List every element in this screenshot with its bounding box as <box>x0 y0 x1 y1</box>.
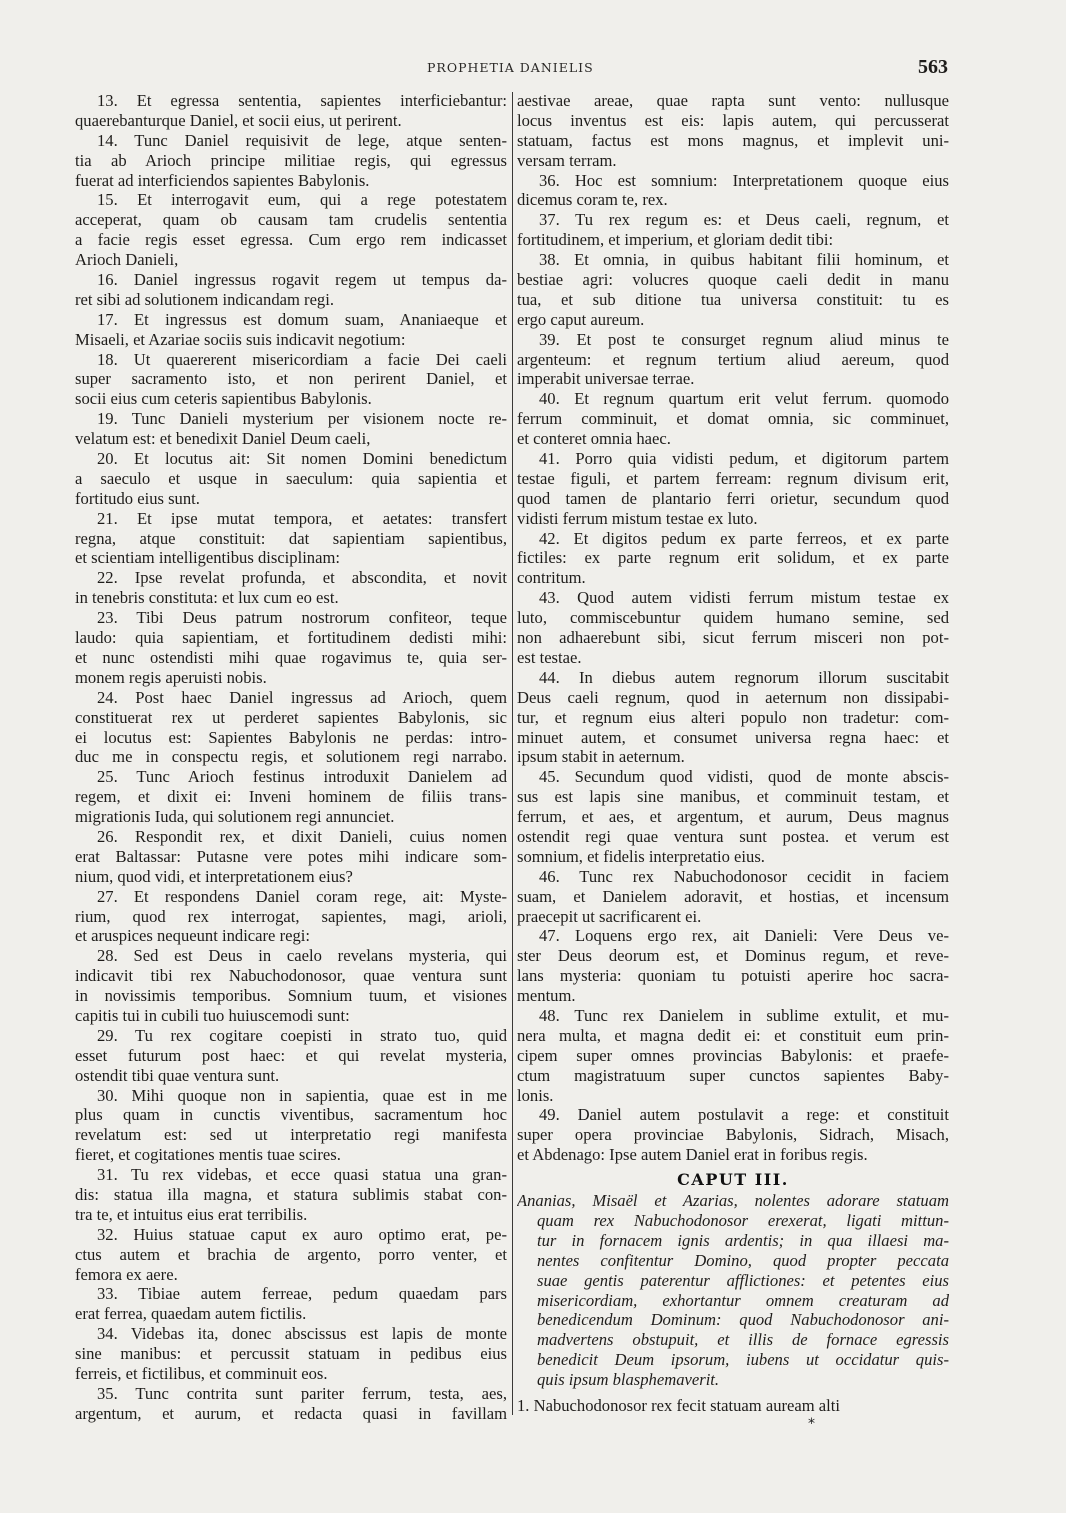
text-line: 25. Tunc Arioch festinus introduxit Danielem ad <box>97 767 507 787</box>
text-line: ctum magistratuum super cunctos sapientes Baby- <box>517 1065 949 1085</box>
text-line: 44. In diebus autem regnorum illorum suscitabit <box>539 667 949 687</box>
text-line: 30. Mihi quoque non in sapientia, quae est in me <box>97 1085 507 1105</box>
text-line: 42. Et digitos pedum ex parte ferreos, et ex parte <box>539 528 949 548</box>
text-line: a facie regis esset egressa. Cum ergo rem indicasset <box>75 230 507 250</box>
text-line: sine manibus: et percussit statuam in pedibus eius <box>75 1344 507 1364</box>
text-line: 27. Et respondens Daniel coram rege, ait: Myste- <box>97 886 507 906</box>
running-title: PROPHETIA DANIELIS <box>427 60 594 75</box>
text-line: velatum est: et benedixit Daniel Deum caeli, <box>75 429 371 449</box>
chapter-summary <box>517 1191 949 1390</box>
text-line: nera multa, et magna dedit ei: et constituit eum prin- <box>517 1025 949 1045</box>
text-line: regna, atque constituit: dat sapientiam sapientibus, <box>75 528 507 548</box>
text-line: et conteret omnia haec. <box>517 429 671 449</box>
text-line: et aruspices nequeunt indicare regi: <box>75 926 310 946</box>
text-line: ergo caput aureum. <box>517 309 645 329</box>
text-line: fortitudinem, et imperium, et gloriam dedit tibi: <box>517 230 834 250</box>
text-line: 34. Videbas ita, donec abscissus est lapis de monte <box>97 1324 507 1344</box>
text-line: aestivae areae, quae rapta sunt vento: nullusque <box>517 91 949 110</box>
text-line: 49. Daniel autem postulavit a rege: et constituit <box>539 1105 949 1125</box>
text-line: 47. Loquens ergo rex, ait Danieli: Vere Deus ve- <box>539 926 949 946</box>
text-line: ipsum stabit in aeternum. <box>517 747 685 767</box>
text-line: 14. Tunc Daniel requisivit de lege, atque senten- <box>97 130 507 150</box>
text-line: 16. Daniel ingressus rogavit regem ut tempus da- <box>97 270 507 290</box>
text-line: tra te, et intuitus eius erat terribilis. <box>75 1204 308 1224</box>
text-line: nentes confitentur Domino, quod propter peccata <box>537 1250 949 1270</box>
text-line: suam, et Danielem adoravit, et hostias, et incensum <box>517 886 949 906</box>
text-line: 23. Tibi Deus patrum nostrorum confiteor, teque <box>97 608 507 628</box>
text-line: rium, quod rex interrogat, sapientes, magi, arioli, <box>75 906 507 926</box>
text-line: monem regis aperuisti nobis. <box>75 667 267 687</box>
text-line: duc me in conspectu regis, et solutionem regi narrabo. <box>75 747 507 767</box>
text-line: ostendit regi quae ventura sunt postea. et verum est <box>517 826 949 846</box>
text-line: benedicendum Dominum: quod Nabuchodonosor ani- <box>537 1310 949 1330</box>
text-line: plus quam in cunctis viventibus, sacramentum hoc <box>75 1105 507 1125</box>
text-line: 46. Tunc rex Nabuchodonosor cecidit in faciem <box>539 866 949 886</box>
text-line: ferrum comminuit, et domat omnia, sic comminuet, <box>517 409 949 429</box>
text-line: contritum. <box>517 568 586 588</box>
text-line: 45. Secundum quod vidisti, quod de monte abscis- <box>539 767 949 787</box>
text-line: 35. Tunc contrita sunt pariter ferrum, testa, aes, <box>97 1383 507 1403</box>
text-line: fuerat ad interficiendos sapientes Babylonis. <box>75 170 370 190</box>
text-line: 37. Tu rex regum es: et Deus caeli, regnum, et <box>539 210 949 230</box>
text-line: fieret, et cogitationes mentis tuae scires. <box>75 1145 341 1165</box>
text-line: et scientiam intelligentibus disciplinam: <box>75 548 340 568</box>
text-line: tur, et regnum eius alteri populo non tradetur: com- <box>517 707 949 727</box>
text-line: et nunc ostendisti mihi quae rogavimus te, quia ser- <box>75 647 507 667</box>
text-line: tua, et sub ditione tua universa constituit: tu es <box>517 289 949 309</box>
text-line: ei locutus est: Sapientes Babylonis ne perdas: intro- <box>75 727 507 747</box>
right-column-verses <box>517 91 949 1165</box>
text-line: super opera provinciae Babylonis, Sidrach, Misach, <box>517 1125 949 1145</box>
text-line: 43. Quod autem vidisti ferrum mistum testae ex <box>539 588 949 608</box>
text-line: mentum. <box>517 986 576 1006</box>
text-line: 24. Post haec Daniel ingressus ad Arioch, quem <box>97 687 507 707</box>
column-divider <box>512 92 513 1415</box>
text-line: madvertens obstupuit, et illis de fornace egressis <box>537 1330 949 1350</box>
text-line: in tenebris constituta: et lux cum eo est. <box>75 588 339 608</box>
text-line: indicavit tibi rex Nabuchodonosor, quae ventura sunt <box>75 966 507 986</box>
text-line: cipem super omnes provincias Babylonis: et praefe- <box>517 1045 949 1065</box>
text-line: revelatum est: sed ut interpretatio regi manifesta <box>75 1125 507 1145</box>
text-line: suae gentis paterentur afflictiones: et petentes eius <box>537 1270 949 1290</box>
text-line: in novissimis temporibus. Somnium tuum, et visiones <box>75 986 507 1006</box>
right-column <box>517 91 949 1416</box>
text-line: 17. Et ingressus est domum suam, Ananiaeque et <box>97 309 507 329</box>
text-line: non adhaerebunt sibi, sicut ferrum misceri non pot- <box>517 628 949 648</box>
text-line: femora ex aere. <box>75 1264 178 1284</box>
text-line: 18. Ut quaererent misericordiam a facie Dei caeli <box>97 349 507 369</box>
text-line: lonis. <box>517 1085 554 1105</box>
text-line: quod tamen de plantario ferri orietur, secundum quod <box>517 488 949 508</box>
text-line: 29. Tu rex cogitare coepisti in strato tuo, quid <box>97 1025 507 1045</box>
text-line: 22. Ipse revelat profunda, et abscondita, et novit <box>97 568 507 588</box>
text-line: nium, quod vidi, et interpretationem eius? <box>75 866 353 886</box>
text-line: quaerebanturque Daniel, et socii eius, ut perirent. <box>75 110 402 130</box>
text-line: bestiae agri: volucres quoque caeli dedit in manu <box>517 270 949 290</box>
text-line: migrationis Iuda, qui solutionem regi annunciet. <box>75 807 395 827</box>
text-line: argenteum: et regnum tertium aliud aereum, quod <box>517 349 949 369</box>
text-line: tur in fornacem ignis ardentis; in qua illaesi ma- <box>537 1230 949 1250</box>
text-line: ferreis, et fictilibus, et comminuit eos. <box>75 1364 328 1383</box>
text-line: sus est lapis sine manibus, et comminuit testam, et <box>517 787 949 807</box>
left-column <box>75 91 507 1424</box>
text-line: dis: statua illa magna, et statura sublimis stabat con- <box>75 1184 507 1204</box>
text-line: acceperat, quam ob causam tam crudelis sententia <box>75 210 507 230</box>
text-line: 13. Et egressa sententia, sapientes interficiebantur: <box>97 91 507 110</box>
text-line: tia ab Arioch principe militiae regis, qui egressus <box>75 150 507 170</box>
chapter-first-verse: 1. Nabuchodonosor rex fecit statuam auream alti <box>517 1396 841 1415</box>
text-line: et Abdenago: Ipse autem Daniel erat in foribus regis. <box>517 1145 868 1165</box>
text-line: minuet autem, et consumet universa regna haec: et <box>517 727 949 747</box>
text-line: ster Deus deorum est, et Dominus regum, et reve- <box>517 946 949 966</box>
text-line: ret sibi ad solutionem indicandam regi. <box>75 289 334 309</box>
text-line: 41. Porro quia vidisti pedum, et digitorum partem <box>539 449 949 469</box>
text-line: argentum, et aurum, et redacta quasi in favillam <box>75 1403 507 1423</box>
text-line: 15. Et interrogavit eum, qui a rege potestatem <box>97 190 507 210</box>
text-line: est testae. <box>517 647 582 667</box>
text-line: constituerat rex ut perderet sapientes Babylonis, sic <box>75 707 507 727</box>
text-line: testae figuli, et partem ferream: regnum divisum erit, <box>517 468 949 488</box>
text-line: ferrum, et aes, et argentum, et aurum, Deus magnus <box>517 807 949 827</box>
text-line: somnium, et fidelis interpretatio eius. <box>517 846 765 866</box>
text-line: regem, et dixit ei: Inveni hominem de filiis trans- <box>75 787 507 807</box>
text-line: dicemus coram te, rex. <box>517 190 668 210</box>
text-line: capitis tui in cubili tuo huiuscemodi sunt: <box>75 1005 350 1025</box>
text-line: ctus autem et brachia de argento, porro venter, et <box>75 1244 507 1264</box>
text-line: Misaeli, et Azariae sociis suis indicavit negotium: <box>75 329 406 349</box>
text-line: 20. Et locutus ait: Sit nomen Domini benedictum <box>97 449 507 469</box>
text-line: 33. Tibiae autem ferreae, pedum quaedam pars <box>97 1284 507 1304</box>
text-line: laudo: quia sapientiam, et fortitudinem dedisti mihi: <box>75 628 507 648</box>
text-line: 26. Respondit rex, et dixit Danieli, cuius nomen <box>97 826 507 846</box>
text-line: 21. Et ipse mutat tempora, et aetates: transfert <box>97 508 507 528</box>
text-line: lans mysteria: quoniam tu potuisti aperire hoc sacra- <box>517 966 949 986</box>
text-line: 28. Sed est Deus in caelo revelans mysteria, qui <box>97 946 507 966</box>
text-line: locus inventus est eis: lapis autem, qui percusserat <box>517 110 949 130</box>
text-line: imperabit universae terrae. <box>517 369 695 389</box>
text-line: 40. Et regnum quartum erit velut ferrum. quomodo <box>539 389 949 409</box>
text-line: misericordiam, exhortantur omnem creaturam ad <box>537 1290 949 1310</box>
text-line: benedicit Deum ipsorum, iubens ut occidatur quis- <box>537 1350 949 1370</box>
text-line: Ananias, Misaël et Azarias, nolentes adorare statuam <box>517 1191 949 1211</box>
text-line: erat Baltassar: Putasne vere potes mihi indicare som- <box>75 846 507 866</box>
text-line: a saeculo et usque in saeculum: quia sapientia et <box>75 468 507 488</box>
signature-mark: * <box>808 1416 815 1432</box>
text-line: ostendit tibi quae ventura sunt. <box>75 1065 280 1085</box>
text-line: socii eius cum ceteris sapientibus Babylonis. <box>75 389 372 409</box>
text-line: Arioch Danieli, <box>75 250 179 270</box>
text-line: 36. Hoc est somnium: Interpretationem quoque eius <box>539 170 949 190</box>
text-line: 48. Tunc rex Danielem in sublime extulit, et mu- <box>539 1005 949 1025</box>
text-line: luto, commiscebuntur quidem humano semine, sed <box>517 608 949 628</box>
text-line: fictiles: ex parte regnum erit solidum, et ex parte <box>517 548 949 568</box>
text-line: 19. Tunc Danieli mysterium per visionem nocte re- <box>97 409 507 429</box>
text-line: super sacramento isto, et non perirent Daniel, et <box>75 369 507 389</box>
text-line: fortitudo eius sunt. <box>75 488 200 508</box>
text-line: quam rex Nabuchodonosor erexerat, ligati mittun- <box>537 1210 949 1230</box>
text-line: 38. Et omnia, in quibus habitant filii hominum, et <box>539 250 949 270</box>
text-line: erat ferrea, quaedam autem fictilis. <box>75 1304 307 1324</box>
page-number: 563 <box>918 56 948 78</box>
text-line: versam terram. <box>517 150 617 170</box>
text-line: statuam, factus est mons magnus, et implevit uni- <box>517 130 949 150</box>
text-line: praecepit ut sacrificarent ei. <box>517 906 702 926</box>
chapter-heading: CAPUT III. <box>677 1170 789 1190</box>
text-line: 31. Tu rex videbas, et ecce quasi statua una gran- <box>97 1165 507 1185</box>
text-line: esset futurum post haec: et qui revelat mysteria, <box>75 1045 507 1065</box>
text-line: vidisti ferrum mistum testae ex luto. <box>517 508 758 528</box>
text-line: Deus caeli regnum, quod in aeternum non dissipabi- <box>517 687 949 707</box>
text-line: quis ipsum blasphemaverit. <box>537 1370 720 1390</box>
text-line: 32. Huius statuae caput ex auro optimo erat, pe- <box>97 1224 507 1244</box>
text-line: 39. Et post te consurget regnum aliud minus te <box>539 329 949 349</box>
